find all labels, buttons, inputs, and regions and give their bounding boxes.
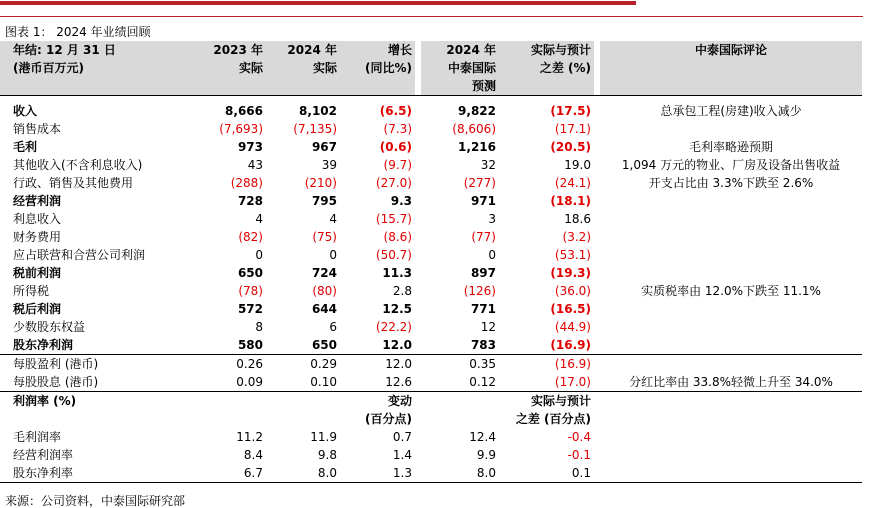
value-2023: 11.2 — [236, 430, 263, 444]
row-comment — [600, 336, 862, 355]
table-row — [0, 192, 862, 210]
value-forecast: (126) — [463, 284, 496, 298]
value-2023: (7,693) — [219, 122, 263, 136]
header-zhongtai: 中泰国际 — [421, 59, 499, 77]
value-diff: (16.9) — [499, 355, 594, 374]
table-row — [0, 102, 862, 120]
row-comment: 开支占比由 3.3%下跌至 2.6% — [648, 176, 814, 190]
row-label: 应占联营和合营公司利润 — [13, 248, 146, 262]
header-row-3 — [0, 77, 862, 96]
header-diff: 实际与预计 — [499, 41, 594, 59]
value-diff: (16.5) — [550, 302, 591, 316]
value-forecast: 771 — [470, 302, 496, 316]
value-forecast: (77) — [471, 230, 496, 244]
row-comment — [600, 318, 862, 336]
row-label: 财务费用 — [13, 230, 62, 244]
value-growth: 9.3 — [390, 194, 412, 208]
value-forecast: 9.9 — [476, 448, 496, 462]
row-label: 毛利润率 — [13, 430, 62, 444]
table-row — [0, 300, 862, 318]
value-2024: 650 — [311, 338, 337, 352]
value-forecast: 12.4 — [469, 430, 496, 444]
row-label: 少数股东权益 — [13, 320, 86, 334]
margin-header-row — [0, 392, 862, 411]
table-row — [0, 336, 862, 355]
header-row-2 — [0, 59, 862, 77]
value-growth: 0.7 — [392, 430, 412, 444]
value-growth: (0.6) — [379, 140, 412, 154]
table-row — [0, 373, 862, 392]
value-diff: (36.0) — [554, 284, 591, 298]
row-label: 其他收入(不含利息收入) — [13, 158, 143, 172]
value-2024: 724 — [311, 266, 337, 280]
value-growth: 1.3 — [392, 466, 412, 480]
value-growth: 12.6 — [385, 375, 412, 389]
value-2023: 973 — [237, 140, 263, 154]
table-row — [0, 156, 862, 174]
value-forecast: 3 — [488, 212, 496, 226]
value-diff: 18.6 — [564, 212, 591, 226]
header-2023-actual: 实际 — [185, 59, 266, 77]
value-forecast: 9,822 — [458, 104, 496, 118]
row-comment — [600, 355, 862, 374]
value-forecast: 971 — [470, 194, 496, 208]
value-2024: (75) — [312, 230, 337, 244]
margin-row — [0, 446, 862, 464]
value-forecast: 32 — [480, 158, 496, 172]
value-forecast: 0 — [488, 248, 496, 262]
row-label: 股东净利润 — [13, 338, 74, 352]
row-comment: 总承包工程(房建)收入减少 — [660, 104, 802, 118]
table-row — [0, 282, 862, 300]
value-diff: (17.1) — [554, 122, 591, 136]
table-row — [0, 120, 862, 138]
top-divider-line — [0, 16, 863, 17]
figure-caption: 图表 1： 2024 年业绩回顾 — [5, 25, 151, 39]
value-growth: (50.7) — [375, 248, 412, 262]
row-comment — [600, 210, 862, 228]
value-diff: (44.9) — [554, 320, 591, 334]
value-forecast: 1,216 — [458, 140, 496, 154]
value-2023: 6.7 — [243, 466, 263, 480]
value-growth: 12.5 — [382, 302, 412, 316]
value-2023: 43 — [247, 158, 263, 172]
value-2024: 967 — [311, 140, 337, 154]
value-2024: 39 — [321, 158, 337, 172]
value-2023: (78) — [238, 284, 263, 298]
value-growth: (15.7) — [375, 212, 412, 226]
row-label: 每股盈利 (港币) — [0, 355, 185, 374]
value-forecast: 12 — [480, 320, 496, 334]
value-growth: (7.3) — [383, 122, 412, 136]
header-forecast: 2024 年 — [421, 41, 499, 59]
value-diff: (17.5) — [550, 104, 591, 118]
row-comment — [600, 120, 862, 138]
value-growth: 12.0 — [340, 355, 415, 374]
header-2024-actual: 实际 — [266, 59, 340, 77]
value-2024: 0.10 — [310, 375, 337, 389]
value-growth: (27.0) — [375, 176, 412, 190]
margin-diff-label: 实际与预计 — [499, 392, 594, 411]
row-label: 经营利润率 — [13, 448, 74, 462]
row-label: 收入 — [13, 104, 38, 118]
table-row — [0, 318, 862, 336]
value-diff: 0.1 — [571, 466, 591, 480]
value-forecast: 897 — [470, 266, 496, 280]
value-diff: (20.5) — [550, 140, 591, 154]
value-2023: (288) — [230, 176, 263, 190]
header-2024: 2024 年 — [266, 41, 340, 59]
value-growth: 2.8 — [392, 284, 412, 298]
row-comment: 分红比率由 33.8%轻微上升至 34.0% — [629, 375, 833, 389]
table-row — [0, 138, 862, 156]
row-label: 股东净利率 — [13, 466, 74, 480]
value-diff: -0.1 — [567, 448, 591, 462]
header-unit: (港币百万元) — [0, 59, 185, 77]
margin-row — [0, 464, 862, 483]
table-row — [0, 355, 862, 374]
row-comment — [600, 446, 862, 464]
value-growth: (22.2) — [375, 320, 412, 334]
value-2024: 795 — [311, 194, 337, 208]
header-diff-pct: 之差 (%) — [499, 59, 594, 77]
header-row-1 — [0, 41, 862, 59]
value-2024: 4 — [329, 212, 337, 226]
value-2024: 0 — [329, 248, 337, 262]
row-label: 每股股息 (港币) — [13, 375, 99, 389]
header-2023: 2023 年 — [185, 41, 266, 59]
value-2024: 8.0 — [317, 466, 337, 480]
value-2024: (210) — [304, 176, 337, 190]
value-2023: 0.26 — [185, 355, 266, 374]
value-2023: 572 — [237, 302, 263, 316]
value-diff: 19.0 — [564, 158, 591, 172]
value-2023: 650 — [237, 266, 263, 280]
value-growth: (9.7) — [383, 158, 412, 172]
margin-header-row-2 — [0, 410, 862, 428]
value-2024: (7,135) — [293, 122, 337, 136]
top-accent-bar — [0, 1, 636, 5]
value-2023: 728 — [237, 194, 263, 208]
value-forecast: (8,606) — [452, 122, 496, 136]
header-estimate: 预测 — [421, 77, 499, 96]
margin-change-unit: (百分点) — [365, 412, 412, 426]
value-forecast: 8.0 — [476, 466, 496, 480]
value-2024: 6 — [329, 320, 337, 334]
row-comment — [600, 264, 862, 282]
table-row — [0, 210, 862, 228]
value-2023: 8,666 — [225, 104, 263, 118]
margin-title: 利润率 (%) — [0, 392, 185, 411]
row-comment: 1,094 万元的物业、厂房及设备出售收益 — [621, 158, 841, 172]
value-diff: (19.3) — [550, 266, 591, 280]
table-row — [0, 174, 862, 192]
value-2023: (82) — [238, 230, 263, 244]
header-yoy: (同比%) — [340, 59, 415, 77]
value-forecast: 0.12 — [469, 375, 496, 389]
value-diff: (3.2) — [562, 230, 591, 244]
value-2024: 8,102 — [299, 104, 337, 118]
value-diff: (16.9) — [550, 338, 591, 352]
row-label: 所得税 — [13, 284, 50, 298]
margin-change-label: 变动 — [340, 392, 415, 411]
row-label: 销售成本 — [13, 122, 62, 136]
row-comment: 实质税率由 12.0%下跌至 11.1% — [641, 284, 821, 298]
value-diff: (17.0) — [554, 375, 591, 389]
row-label: 行政、销售及其他费用 — [13, 176, 134, 190]
row-label: 毛利 — [13, 140, 38, 154]
source-note: 来源：公司资料，中泰国际研究部 — [5, 494, 186, 508]
value-forecast: 0.35 — [421, 355, 499, 374]
row-comment — [600, 428, 862, 446]
row-label: 利息收入 — [13, 212, 62, 226]
value-diff: (24.1) — [554, 176, 591, 190]
value-2023: 8.4 — [243, 448, 263, 462]
value-2024: 11.9 — [310, 430, 337, 444]
value-growth: (6.5) — [379, 104, 412, 118]
value-diff: (53.1) — [554, 248, 591, 262]
row-comment: 毛利率略逊预期 — [688, 140, 773, 154]
value-2023: 0 — [255, 248, 263, 262]
row-label: 经营利润 — [13, 194, 62, 208]
table-row — [0, 228, 862, 246]
value-2023: 0.09 — [236, 375, 263, 389]
row-comment — [600, 228, 862, 246]
value-diff: (18.1) — [550, 194, 591, 208]
margin-diff-unit: 之差 (百分点) — [515, 412, 591, 426]
row-comment — [600, 300, 862, 318]
table-row — [0, 264, 862, 282]
row-comment — [600, 192, 862, 210]
margin-row — [0, 428, 862, 446]
value-2023: 8 — [255, 320, 263, 334]
value-forecast: 783 — [470, 338, 496, 352]
table-row — [0, 246, 862, 264]
row-label: 税前利润 — [13, 266, 62, 280]
row-label: 税后利润 — [13, 302, 62, 316]
value-forecast: (277) — [463, 176, 496, 190]
header-comment: 中泰国际评论 — [600, 41, 862, 59]
value-2024: 9.8 — [317, 448, 337, 462]
row-comment — [600, 246, 862, 264]
spacer-row — [0, 483, 862, 485]
value-growth: (8.6) — [383, 230, 412, 244]
value-2023: 4 — [255, 212, 263, 226]
value-diff: -0.4 — [567, 430, 591, 444]
value-2024: 0.29 — [266, 355, 340, 374]
value-2024: (80) — [312, 284, 337, 298]
header-growth: 增长 — [340, 41, 415, 59]
value-growth: 11.3 — [382, 266, 412, 280]
value-growth: 1.4 — [392, 448, 412, 462]
header-period: 年结: 12 月 31 日 — [0, 41, 185, 59]
value-2023: 580 — [237, 338, 263, 352]
row-comment — [600, 464, 862, 483]
value-2024: 644 — [311, 302, 337, 316]
results-table — [0, 41, 862, 484]
value-growth: 12.0 — [382, 338, 412, 352]
